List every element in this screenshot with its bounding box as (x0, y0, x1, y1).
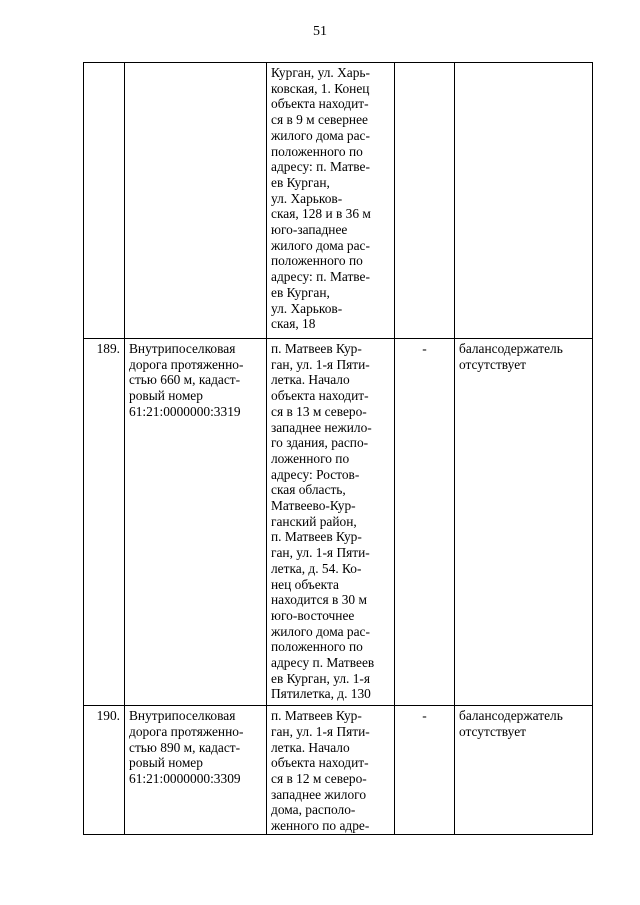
location-cell-line: летка. Начало (271, 372, 350, 388)
location-cell-line: находится в 30 м (271, 592, 367, 608)
location-cell-line: адресу: п. Матве- (271, 269, 370, 285)
register-table-body (84, 63, 593, 835)
object-name-cell-line: 61:21:0000000:3319 (129, 403, 241, 419)
dash-cell: - (395, 339, 455, 706)
location-cell-line: п. Матвеев Кур- (271, 341, 362, 356)
row-number-cell (84, 63, 125, 339)
balance-holder-cell-line: отсутствует (459, 723, 526, 739)
object-name-cell-line: Внутрипоселковая (129, 341, 236, 356)
location-cell-line: юго-восточнее (271, 607, 355, 623)
location-cell (267, 63, 395, 339)
location-cell-line: ковская, 1. Конец (271, 80, 370, 96)
location-cell (267, 339, 395, 706)
balance-holder-cell (455, 339, 593, 706)
location-cell-line: ложенного по (271, 450, 350, 466)
location-cell-line: ган, ул. 1-я Пяти- (271, 723, 370, 739)
object-name-cell-line: стью 890 м, кадаст- (129, 739, 241, 755)
location-cell-line: ев Курган, (271, 174, 330, 190)
location-cell-line: западнее нежило- (271, 419, 372, 435)
object-name-cell-line: дорога протяженно- (129, 723, 244, 739)
register-table (83, 62, 593, 835)
location-cell-line: летка. Начало (271, 739, 350, 755)
location-cell-line: ган, ул. 1-я Пяти- (271, 356, 370, 372)
object-name-cell-line: 61:21:0000000:3309 (129, 770, 241, 786)
location-cell-line: ганский район, (271, 513, 357, 529)
location-cell-line: Пятилетка, д. 130 (271, 686, 371, 702)
object-name-cell (125, 706, 267, 835)
location-cell-line: западнее жилого (271, 786, 367, 802)
location-cell (267, 706, 395, 835)
balance-holder-cell (455, 63, 593, 339)
location-cell-line: дома, располо- (271, 802, 356, 818)
location-cell-line: положенного по (271, 143, 363, 159)
balance-holder-cell-line: балансодержатель (459, 341, 563, 356)
row-number-cell: 189. (84, 339, 125, 706)
location-cell-line: го здания, распо- (271, 435, 369, 451)
location-cell-line: ул. Харьков- (271, 300, 343, 316)
location-cell-line: женного по адре- (271, 818, 370, 834)
location-cell-line: адресу: п. Матве- (271, 159, 370, 175)
table-row (84, 63, 593, 339)
location-cell-line: ская область, (271, 482, 346, 498)
location-cell-line: жилого дома рас- (271, 127, 370, 143)
location-cell-line: летка, д. 54. Ко- (271, 560, 362, 576)
location-cell-line: ся в 13 м северо- (271, 403, 367, 419)
table-row (84, 339, 593, 706)
object-name-cell-line: ровый номер (129, 755, 203, 771)
location-cell-line: ся в 12 м северо- (271, 770, 367, 786)
location-cell-line: юго-западнее (271, 222, 348, 238)
dash-cell: - (395, 706, 455, 835)
location-cell-line: ская, 128 и в 36 м (271, 206, 371, 222)
table-row (84, 706, 593, 835)
object-name-cell (125, 339, 267, 706)
location-cell-line: п. Матвеев Кур- (271, 529, 362, 545)
location-cell-line: объекта находит- (271, 388, 369, 404)
location-cell-line: объекта находит- (271, 96, 369, 112)
location-cell-line: ся в 9 м севернее (271, 112, 368, 128)
balance-holder-cell (455, 706, 593, 835)
object-name-cell-line: ровый номер (129, 388, 203, 404)
location-cell-line: положенного по (271, 639, 363, 655)
location-cell-line: положенного по (271, 253, 363, 269)
location-cell-line: адресу п. Матвеев (271, 655, 375, 671)
location-cell-line: ская, 18 (271, 316, 316, 332)
location-cell-line: ган, ул. 1-я Пяти- (271, 545, 370, 561)
object-name-cell-line: стью 660 м, кадаст- (129, 372, 241, 388)
location-cell-line: адресу: Ростов- (271, 466, 360, 482)
object-name-cell-line: Внутрипоселковая (129, 708, 236, 724)
location-cell-line: объекта находит- (271, 755, 369, 771)
location-cell-line: ев Курган, ул. 1-я (271, 670, 371, 686)
object-name-cell-line: дорога протяженно- (129, 356, 244, 372)
row-number-cell: 190. (84, 706, 125, 835)
location-cell-line: нец объекта (271, 576, 339, 592)
location-cell-line: п. Матвеев Кур- (271, 708, 362, 724)
location-cell-line: ул. Харьков- (271, 190, 343, 206)
page-number: 51 (313, 24, 327, 39)
location-cell-line: ев Курган, (271, 284, 330, 300)
dash-cell (395, 63, 455, 339)
location-cell-line: Курган, ул. Харь- (271, 65, 370, 80)
balance-holder-cell-line: балансодержатель (459, 708, 563, 724)
location-cell-line: Матвеево-Кур- (271, 498, 356, 514)
location-cell-line: жилого дома рас- (271, 237, 370, 253)
balance-holder-cell-line: отсутствует (459, 356, 526, 372)
location-cell-line: жилого дома рас- (271, 623, 370, 639)
object-name-cell (125, 63, 267, 339)
